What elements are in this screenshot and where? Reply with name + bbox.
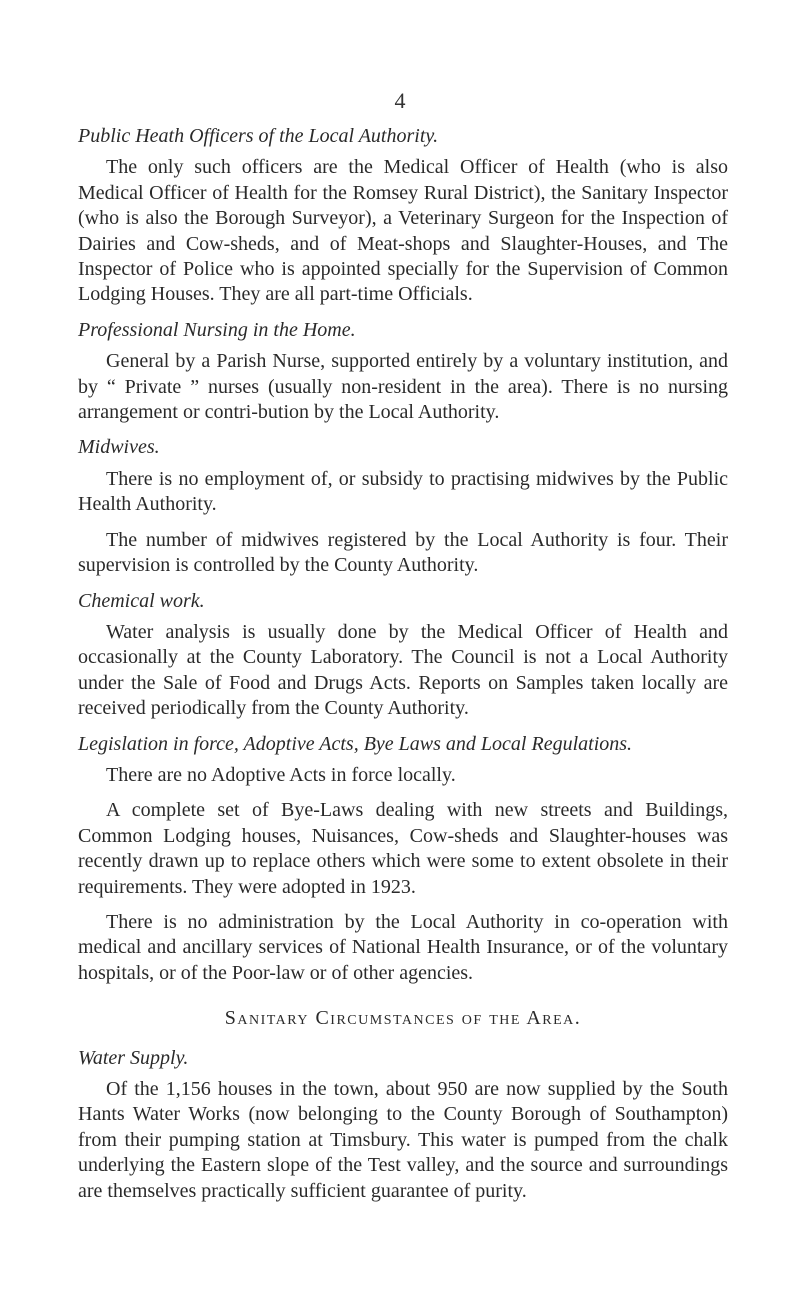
paragraph: Water analysis is usually done by the Medical Officer of Health and occasionally at the County Laboratory. The Council is not a Local Authority under the Sale of Food and Drugs Acts. Reports on Samples taken locally are received periodically from the County Authority. <box>78 620 728 720</box>
section-heading: Legislation in force, Adoptive Acts, Bye Laws and Local Regulations. <box>78 732 633 755</box>
section-water-supply <box>78 1046 728 1204</box>
paragraph: The number of midwives registered by the Local Authority is four. Their supervision is controlled by the County Authority. <box>78 528 728 577</box>
section-heading: Chemical work. <box>78 589 205 612</box>
paragraph: Of the 1,156 houses in the town, about 950 are now supplied by the South Hants Water Works (now belonging to the County Borough of Southampton) from their pumping station at Timsbury. This water is pumped from the chalk underlying the Eastern slope of the Test valley, and the source and surroundings are themselves practically sufficient guarantee of purity. <box>78 1078 728 1202</box>
section-midwives <box>78 435 728 578</box>
paragraph: There is no administration by the Local Authority in co-operation with medical and ancillary services of National Health Insurance, or of the voluntary hospitals, or of the Poor-law or of other agencies. <box>78 910 728 984</box>
page-number: 4 <box>394 88 406 113</box>
paragraph: The only such officers are the Medical Officer of Health (who is also Medical Officer of Health for the Romsey Rural District), the Sanitary Inspector (who is also the Borough Surveyor), a Veterinary Surgeon for the Inspection of Dairies and Cow-sheds, and of Meat-shops and Slaughter-Houses, and The Inspector of Police who is appointed specially for the Supervision of Common Lodging Houses. They are all part-time Officials. <box>78 156 728 306</box>
paragraph: There are no Adoptive Acts in force locally. <box>106 763 456 786</box>
page-content <box>78 124 728 1214</box>
sanitary-circumstances-title: Sanitary Circumstances of the Area. <box>224 1007 582 1030</box>
paragraph: There is no employment of, or subsidy to practising midwives by the Public Health Authority. <box>78 467 728 516</box>
section-public-health-officers <box>78 124 728 308</box>
section-heading: Water Supply. <box>78 1046 189 1069</box>
paragraph: A complete set of Bye-Laws dealing with new streets and Buildings, Common Lodging houses, Nuisances, Cow-sheds and Slaughter-houses was recently drawn up to replace others which were some to extent obsolete in their requirements. They were adopted in 1923. <box>78 799 728 898</box>
section-heading: Professional Nursing in the Home. <box>78 318 356 341</box>
section-professional-nursing <box>78 318 728 426</box>
section-heading: Midwives. <box>78 436 160 459</box>
section-chemical-work <box>78 589 728 722</box>
section-legislation <box>78 732 728 987</box>
section-heading: Public Heath Officers of the Local Authority. <box>78 125 439 147</box>
paragraph: General by a Parish Nurse, supported entirely by a voluntary institution, and by “ Private ” nurses (usually non-resident in the area). There is no nursing arrangement or contri-bution by the Local Authority. <box>78 350 728 424</box>
